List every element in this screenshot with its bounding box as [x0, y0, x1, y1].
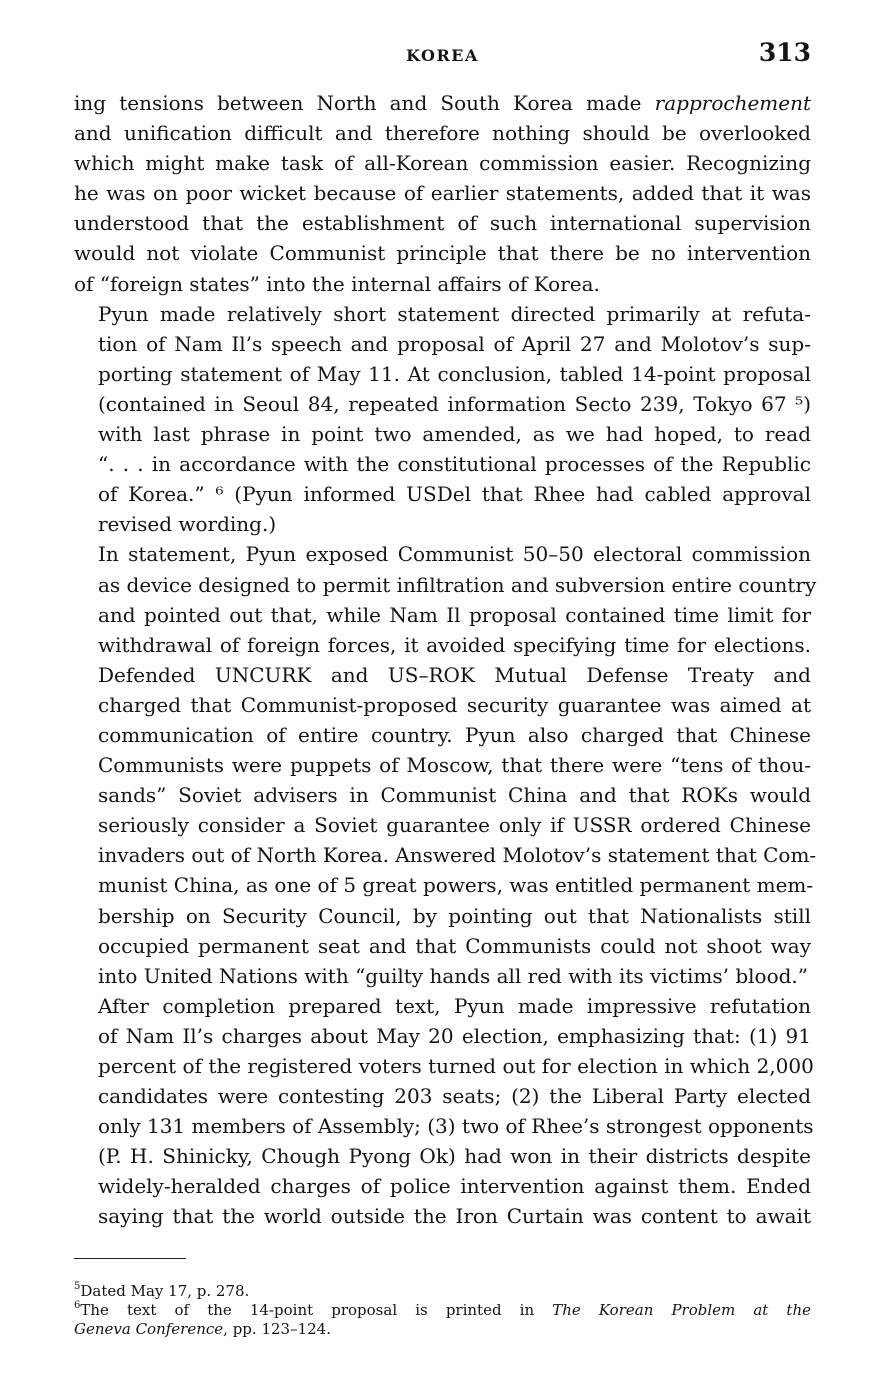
footnote-marker: 5 — [74, 1281, 81, 1292]
footnotes — [74, 1282, 811, 1339]
footnote-marker: 6 — [74, 1300, 81, 1311]
text-line: percent of the registered voters turned out for election in which 2,000 — [98, 1054, 814, 1078]
footnote-title: Geneva Conference — [74, 1320, 224, 1338]
text-line: munist China, as one of 5 great powers, was entitled permanent mem- — [98, 873, 814, 898]
footnote-text: , pp. 123–124. — [223, 1320, 331, 1338]
text-line: of Korea.” ⁶ (Pyun informed USDel that Rhee had cabled approval — [98, 482, 811, 507]
text-line: ing tensions between North and South Korea made rapprochement — [74, 91, 811, 115]
paragraph — [74, 299, 811, 540]
italic-term: rapprochement — [654, 91, 811, 115]
text-line: sands” Soviet advisers in Communist China and that ROKs would — [98, 783, 811, 808]
footnote-title: The Korean Problem at the — [552, 1301, 811, 1319]
text-line: Pyun made relatively short statement directed primarily at refuta- — [98, 301, 811, 326]
footnote-text: The text of the 14-point proposal is printed in — [80, 1301, 553, 1319]
text-line: understood that the establishment of such international supervision — [74, 211, 811, 236]
text-line: into United Nations with “guilty hands all red with its victims’ blood.” — [98, 963, 808, 988]
text-line: withdrawal of foreign forces, it avoided specifying time for elections. — [98, 632, 811, 657]
text-line: charged that Communist-proposed security guarantee was aimed at — [98, 692, 811, 717]
footnote-5 — [74, 1282, 811, 1301]
footnote-6 — [74, 1301, 811, 1339]
text-line: (P. H. Shinicky, Chough Pyong Ok) had won in their districts despite — [98, 1144, 811, 1169]
page-number: 313 — [758, 38, 811, 67]
text-line: revised wording.) — [98, 512, 277, 537]
text-line: Defended UNCURK and US–ROK Mutual Defense Treaty and — [98, 662, 811, 687]
text-line: and pointed out that, while Nam Il proposal contained time limit for — [98, 602, 811, 627]
footnote-line — [74, 1282, 811, 1301]
body-text — [74, 88, 817, 1232]
text-line: candidates were contesting 203 seats; (2) the Liberal Party elected — [98, 1084, 811, 1109]
text-line: seriously consider a Soviet guarantee only if USSR ordered Chinese — [98, 813, 811, 838]
text-line: After completion prepared text, Pyun made impressive refutation — [98, 993, 811, 1018]
text-line: porting statement of May 11. At conclusion, tabled 14-point proposal — [98, 361, 811, 386]
text-line: he was on poor wicket because of earlier statements, added that it was — [74, 181, 811, 206]
text-line: bership on Security Council, by pointing out that Nationalists still — [98, 903, 811, 928]
text-line: with last phrase in point two amended, as we had hoped, to read — [98, 422, 811, 447]
footnote-line — [74, 1301, 811, 1320]
text-line: communication of entire country. Pyun also charged that Chinese — [98, 722, 811, 747]
text-line: occupied permanent seat and that Communists could not shoot way — [98, 933, 811, 958]
paragraph — [74, 539, 817, 990]
page-header — [74, 38, 811, 74]
text-line: would not violate Communist principle that there be no intervention — [74, 241, 811, 266]
footnote-text: Dated May 17, p. 278. — [80, 1282, 250, 1300]
text-line: “. . . in accordance with the constitutional processes of the Republic — [98, 452, 811, 477]
text-line: invaders out of North Korea. Answered Molotov’s statement that Com- — [98, 843, 817, 868]
text-line: of “foreign states” into the internal affairs of Korea. — [74, 271, 600, 296]
footnote-line — [74, 1320, 811, 1339]
paragraph — [74, 88, 811, 299]
footnote-rule — [74, 1258, 186, 1259]
running-head: KOREA — [406, 46, 479, 65]
text-line: and unification difficult and therefore nothing should be overlooked — [74, 121, 811, 146]
text-line: In statement, Pyun exposed Communist 50–50 electoral commission — [98, 542, 811, 567]
text-line: tion of Nam Il’s speech and proposal of April 27 and Molotov’s sup- — [98, 331, 811, 356]
text-line: saying that the world outside the Iron Curtain was content to await — [98, 1204, 811, 1229]
text-line: widely-heralded charges of police intervention against them. Ended — [98, 1174, 811, 1199]
text-line: of Nam Il’s charges about May 20 election, emphasizing that: (1) 91 — [98, 1023, 811, 1048]
text-line: (contained in Seoul 84, repeated information Secto 239, Tokyo 67 ⁵) — [98, 391, 811, 416]
text-line: only 131 members of Assembly; (3) two of Rhee’s strongest opponents — [98, 1114, 814, 1139]
text-line: Communists were puppets of Moscow, that there were “tens of thou- — [98, 753, 811, 778]
paragraph — [74, 991, 814, 1232]
text-line: which might make task of all-Korean commission easier. Recognizing — [74, 151, 811, 176]
text-line: as device designed to permit infiltration and subversion entire country — [98, 572, 817, 597]
